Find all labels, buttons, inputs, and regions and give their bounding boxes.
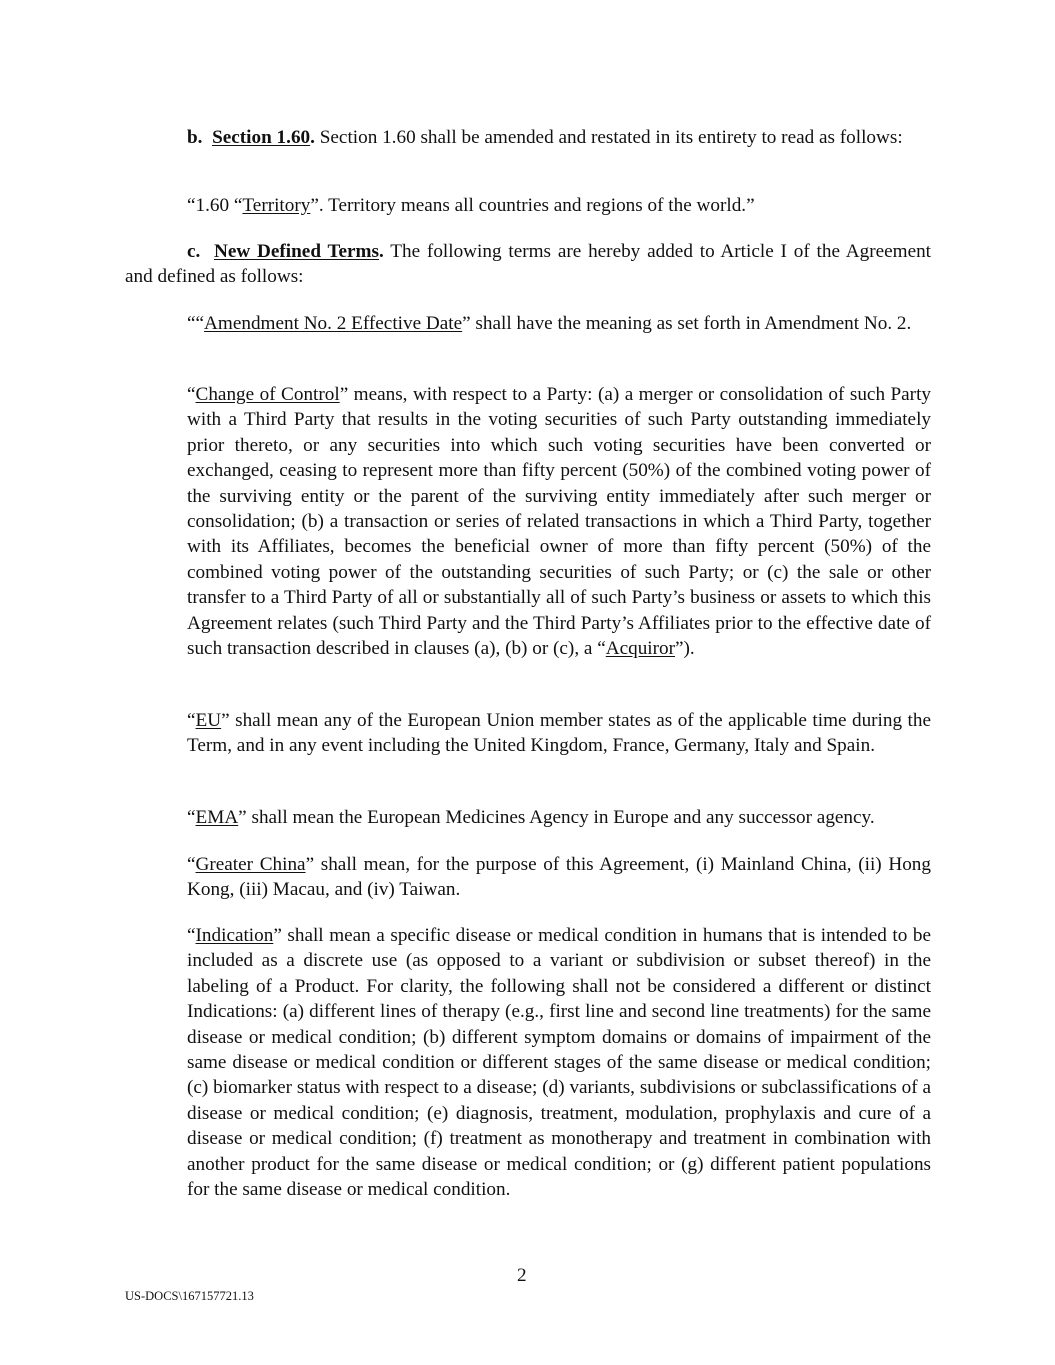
definition-text: ” shall mean a specific disease or medical condition in humans that is intended to be included as a discrete use (as opposed to a variant or subdivision or subset thereof) in the labeling of a Product. For clarity, the following shall not be considered a different or distinct Indications: (a) different lines of therapy (e.g., first line and second line treatments) for the same disease or medical condition; (b) different symptom domains or domains of impairment of the same disease or medical condition or different stages of the same disease or medical condition; (c) biomarker status with respect to a disease; (d) variants, subdivisions or subclassifications of a disease or medical condition; (e) diagnosis, treatment, modulation, prophylaxis and cure of a disease or medical condition; (f) treatment as monotherapy and treatment in combination with another product for the same disease or medical condition; or (g) different patient populations for the same disease or medical condition. — [187, 925, 931, 1201]
section-c-heading: New Defined Terms — [213, 241, 379, 262]
quote-open: “ — [187, 854, 196, 875]
definition-ema — [187, 805, 931, 830]
definition-tail: ”). — [675, 638, 695, 660]
defined-term: EU — [195, 710, 222, 731]
section-b-text: Section 1.60 shall be amended and restated in its entirety to read as follows: — [314, 127, 903, 148]
definition-text: ” shall mean any of the European Union member states as of the applicable time during the Term, and in any event including the United Kingdom, France, Germany, Italy and Spain. — [187, 710, 931, 757]
page-number: 2 — [517, 1265, 527, 1286]
defined-term-acquiror: Acquiror — [605, 638, 676, 660]
defined-term: Change of Control — [195, 384, 340, 405]
section-b-quote — [125, 193, 931, 218]
defined-term: Indication — [195, 925, 274, 946]
section-c-text: The following terms are hereby added to Article I of the Agreement and defined as follows: — [125, 241, 932, 288]
section-b-heading: Section 1.60 — [212, 127, 311, 148]
section-b-heading-period: . — [310, 127, 315, 148]
quote-prefix: “1.60 “ — [187, 195, 243, 216]
definition-amendment-effective-date — [187, 311, 931, 336]
quote-open: “ — [187, 925, 196, 946]
defined-term: Greater China — [195, 854, 306, 875]
defined-term: EMA — [195, 807, 239, 828]
section-c-label: c. — [187, 241, 201, 262]
section-c-paragraph — [125, 239, 931, 290]
section-c-heading-period: . — [379, 241, 384, 262]
definition-text: ” shall mean, for the purpose of this Agreement, (i) Mainland China, (ii) Hong Kong, (iii) Macau, and (iv) Taiwan. — [187, 854, 931, 901]
definition-greater-china — [187, 852, 931, 903]
section-b-label: b. — [187, 127, 203, 148]
section-b-paragraph — [125, 125, 931, 150]
defined-term: Amendment No. 2 Effective Date — [204, 313, 463, 334]
quote-open: “ — [187, 807, 196, 828]
definition-indication — [187, 923, 931, 1202]
definition-change-of-control — [187, 382, 931, 661]
quote-open: ““ — [187, 313, 205, 334]
defined-term-territory: Territory — [242, 195, 311, 216]
document-id: US-DOCS\167157721.13 — [125, 1289, 254, 1303]
definition-text: ” means, with respect to a Party: (a) a merger or consolidation of such Party with a Third Party that results in the voting securities of such Party outstanding immediately prior thereto, or any securities into which such voting securities have been converted or exchanged, ceasing to represent more than fifty percent (50%) of the combined voting power of the surviving entity or the parent of the surviving entity immediately after such merger or consolidation; (b) a transaction or series of related transactions in which a Third Party, together with its Affiliates, becomes the beneficial owner of more than fifty percent (50%) of the combined voting power of the outstanding securities of such Party; or (c) the sale or other transfer to a Third Party of all or substantially all of such Party’s business or assets to which this Agreement relates (such Third Party and the Third Party’s Affiliates prior to the effective date of such transaction described in clauses (a), (b) or (c), a “ — [187, 384, 931, 660]
definition-text: ” shall mean the European Medicines Agency in Europe and any successor agency. — [238, 807, 875, 828]
definition-text: ” shall have the meaning as set forth in Amendment No. 2. — [462, 313, 912, 334]
quote-open: “ — [187, 710, 196, 731]
quote-text: ”. Territory means all countries and regions of the world.” — [310, 195, 755, 216]
quote-open: “ — [187, 384, 196, 405]
definition-eu — [187, 708, 931, 759]
